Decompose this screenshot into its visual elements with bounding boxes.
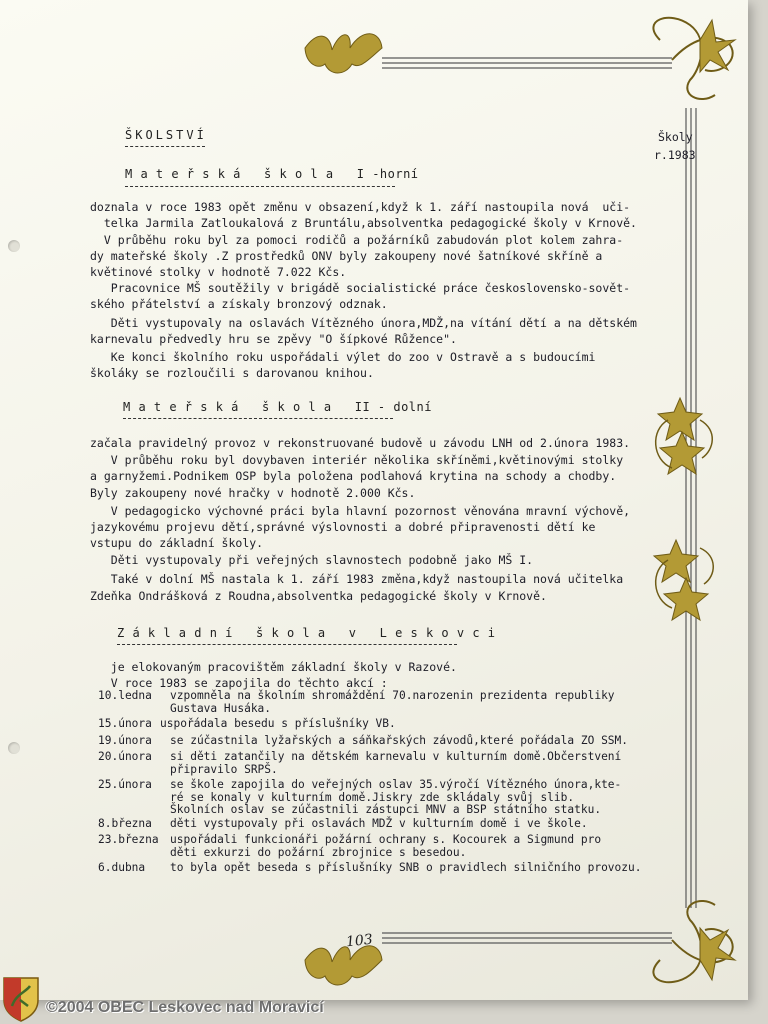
text-line: Děti vystupovaly na oslavách Vítězného února,MDŽ,na vítání dětí a na dětském: [90, 316, 637, 330]
text-line: a garnyžemi.Podnikem OSP byla položena podlahová krytina na schody a chodby.: [90, 469, 617, 483]
text-line: Ke konci školního roku uspořádali výlet do zoo v Ostravě a s budoucími: [90, 350, 596, 364]
margin-note-topic: Školy: [658, 130, 693, 144]
event-date: 6.dubna: [98, 861, 146, 874]
event-text: děti vystupovaly při oslavách MDŽ v kulturním domě i ve škole.: [170, 817, 588, 830]
margin-note-year: r.1983: [654, 148, 696, 162]
section-underline: [125, 186, 395, 187]
event-text: se škole zapojila do veřejných oslav 35.výročí Vítězného února,kte- ré se konaly v kulturním domě.Jiskry zde skládaly svůj slib. Školních oslav se zúčastnili zástupci MNV a BSP státního statku.: [170, 778, 622, 816]
section-underline: [117, 644, 457, 645]
text-line: telka Jarmila Zatloukalová z Bruntálu,absolventka pedagogické školy v Krnově.: [90, 216, 637, 230]
footer-bar: [0, 996, 768, 1024]
event-date: 23.března: [98, 833, 159, 846]
section-heading-zs: Z á k l a d n í š k o l a v L e s k o v c i: [117, 626, 496, 640]
event-text: si děti zatančily na dětském karnevalu v kulturním domě.Občerstvení připravilo SRPŠ.: [170, 750, 622, 776]
text-line: V průběhu roku byl za pomoci rodičů a požárníků zabudován plot kolem zahra-: [90, 233, 624, 247]
event-date: 15.února: [98, 717, 152, 730]
event-date: 8.března: [98, 817, 152, 830]
text-line: jazykovému projevu dětí,správné výslovnosti a dobré připravenosti dětí ke: [90, 520, 596, 534]
section-heading-ms1: M a t e ř s k á š k o l a I -horní: [125, 167, 419, 181]
text-line: V průběhu roku byl dovybaven interiér několika skříněmi,květinovými stolky: [90, 453, 624, 467]
text-line: květinové stolky v hodnotě 7.022 Kčs.: [90, 265, 347, 279]
event-date: 10.ledna: [98, 689, 152, 702]
page-number: 103: [345, 931, 374, 951]
copyright-text: ©2004 OBEC Leskovec nad Moravicí: [46, 999, 324, 1016]
text-line: doznala v roce 1983 opět změnu v obsazení,když k 1. září nastoupila nová uči-: [90, 200, 631, 214]
event-text: se zúčastnila lyžařských a sáňkařských závodů,které pořádala ZO SSM.: [170, 734, 629, 747]
event-date: 19.února: [98, 734, 152, 747]
text-line: školáky se rozloučili s darovanou knihou.: [90, 366, 374, 380]
title-underline: [125, 146, 205, 147]
text-line: V roce 1983 se zapojila do těchto akcí :: [90, 676, 388, 690]
text-line: Zdeňka Ondrášková z Roudna,absolventka pedagogické školy v Krnově.: [90, 589, 547, 603]
text-line: začala pravidelný provoz v rekonstruované budově u závodu LNH od 2.února 1983.: [90, 436, 631, 450]
event-text: uspořádala besedu s příslušníky VB.: [160, 717, 396, 730]
text-line: Děti vystupovaly při veřejných slavnostech podobně jako MŠ I.: [90, 553, 534, 567]
text-line: Také v dolní MŠ nastala k 1. září 1983 změna,když nastoupila nová učitelka: [90, 572, 624, 586]
star-ornament-icon: [654, 398, 708, 620]
event-text: uspořádali funkcionáři požární ochrany s. Kocourek a Sigmund pro děti exkurzi do požární zbrojnice s besedou.: [170, 833, 602, 859]
text-line: ského přátelství a získaly bronzový odznak.: [90, 297, 388, 311]
text-line: karnevalu předvedly hru se zpěvy "O šípkové Růžence".: [90, 332, 457, 346]
event-date: 20.února: [98, 750, 152, 763]
text-line: dy mateřské školy .Z prostředků ONV byly zakoupeny nové šatníkové skříně a: [90, 249, 603, 263]
event-date: 25.února: [98, 778, 152, 791]
event-text: vzpomněla na školním shromáždění 70.narozenin prezidenta republiky Gustava Husáka.: [170, 689, 615, 715]
text-line: Pracovnice MŠ soutěžily v brigádě socialistické práce československo-sovět-: [90, 281, 631, 295]
text-line: Byly zakoupeny nové hračky v hodnotě 2.000 Kčs.: [90, 486, 416, 500]
events-list: [98, 690, 658, 890]
text-line: V pedagogicko výchovné práci byla hlavní pozornost věnována mravní výchově,: [90, 504, 631, 518]
coat-of-arms-icon: [2, 976, 40, 1022]
section-underline: [123, 418, 393, 419]
page-title: ŠKOLSTVÍ: [125, 128, 207, 142]
text-line: je elokovaným pracovištěm základní školy v Razové.: [90, 660, 457, 674]
event-text: to byla opět beseda s příslušníky SNB o pravidlech silničního provozu.: [170, 861, 642, 874]
text-line: vstupu do základní školy.: [90, 536, 264, 550]
section-heading-ms2: M a t e ř s k á š k o l a II - dolní: [123, 400, 432, 414]
